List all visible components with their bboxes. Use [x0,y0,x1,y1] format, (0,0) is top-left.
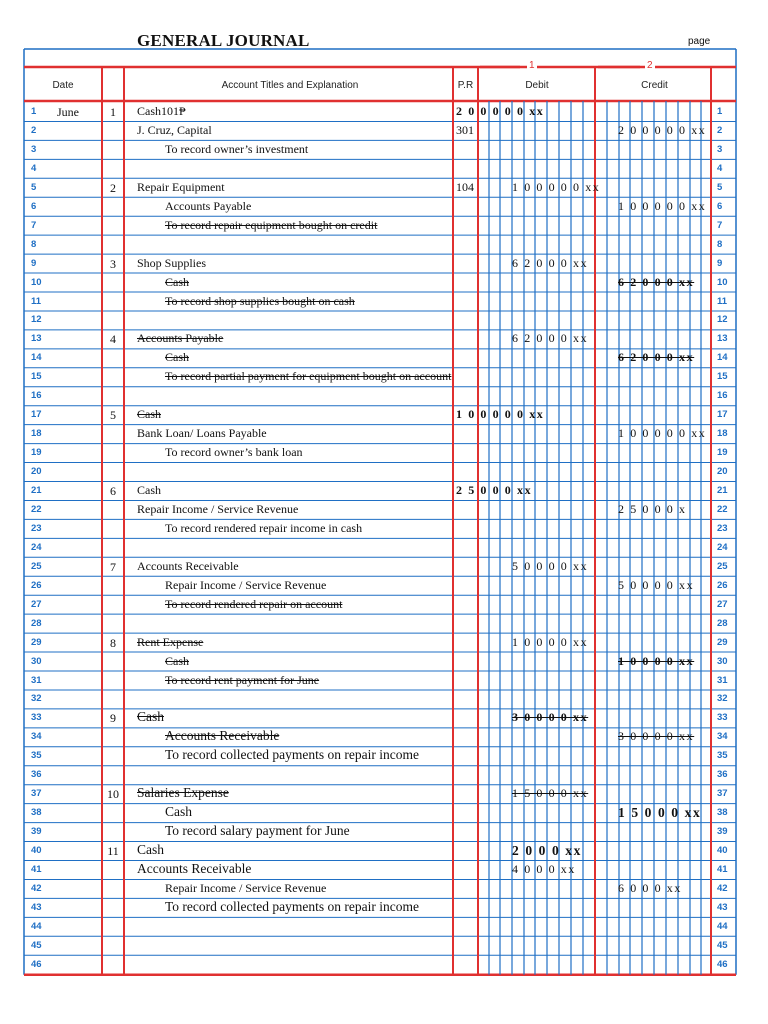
journal-row [0,330,768,348]
journal-row [0,141,768,159]
debit-amount: 3 0 0 0 0 xx [512,710,589,725]
line-number-left: 15 [31,371,42,383]
journal-row [0,311,768,329]
debit-column-number: 1 [529,60,535,71]
journal-row [0,634,768,652]
line-number-left: 40 [31,845,42,857]
line-number-left: 42 [31,882,42,894]
journal-row [0,918,768,936]
line-number-right: 1 [717,106,723,117]
line-number-left: 34 [31,731,42,743]
line-number-left: 3 [31,143,37,155]
journal-row [0,785,768,803]
account-title: Accounts Receivable [137,861,252,876]
entry-day: 10 [107,787,119,802]
explanation-text: Accounts Payable [165,198,252,213]
account-title: Repair Equipment [137,179,225,194]
line-number-right: 23 [717,522,728,534]
journal-row [0,236,768,254]
line-number-left: 32 [31,693,42,705]
line-number-left: 9 [31,257,37,269]
explanation-text: Accounts Receivable [165,728,280,744]
account-title: Rent Expense [137,634,204,649]
debit-amount: 5 0 0 0 0 xx [512,558,589,573]
line-number-left: 38 [31,807,42,819]
line-number-left: 25 [31,560,42,572]
line-number-left: 26 [31,579,42,591]
line-number-left: 21 [31,485,42,496]
journal-row [0,217,768,235]
line-number-left: 31 [31,674,42,686]
column-header-credit: Credit [641,80,668,91]
line-number-right: 27 [717,598,728,610]
column-header-date: Date [52,80,74,91]
line-number-right: 29 [717,636,728,648]
line-number-right: 25 [717,560,728,572]
credit-amount: 5 0 0 0 0 xx [618,577,695,592]
line-number-right: 10 [717,276,728,288]
line-number-right: 46 [717,958,728,970]
line-number-left: 14 [31,352,42,364]
line-number-left: 27 [31,598,42,610]
account-title: Cash [137,842,164,858]
line-number-left: 28 [31,617,42,629]
journal-row [0,577,768,595]
journal-row [0,842,768,860]
line-number-right: 43 [717,901,728,913]
journal-row [0,425,768,443]
posting-reference: 301 [456,122,474,137]
line-number-right: 37 [717,788,728,800]
page-label: page [688,36,711,47]
credit-amount: 6 0 0 0 xx [618,880,682,895]
journal-row [0,672,768,690]
journal-row [0,444,768,462]
account-title: Cash [137,407,161,422]
credit-amount: 3 0 0 0 0 xx [618,729,695,744]
line-number-left: 5 [31,181,37,193]
line-number-left: 41 [31,864,42,875]
line-number-left: 13 [31,333,42,345]
explanation-text: Cash [165,274,189,289]
journal-row [0,596,768,614]
entry-day: 1 [110,105,116,119]
explanation-text: To record rent payment for June [165,672,320,687]
debit-amount: 1 0 0 0 0 xx [512,634,589,649]
journal-row [0,463,768,481]
credit-amount: 1 0 0 0 0 0 xx [618,198,707,213]
explanation-text: Cash [165,350,189,365]
debit-amount: 6 2 0 0 0 xx [512,255,589,270]
explanation-text: Cash [165,804,192,820]
account-title: Accounts Payable [137,331,224,346]
line-number-right: 18 [717,428,728,440]
line-number-right: 44 [717,920,728,932]
account-title: J. Cruz, Capital [137,122,212,137]
journal-row [0,103,768,121]
line-number-right: 39 [717,826,728,838]
debit-amount: 2 0 0 0 xx [512,843,582,859]
entry-day: 8 [110,635,116,650]
journal-row [0,293,768,311]
journal-row [0,539,768,557]
line-number-left: 18 [31,428,42,440]
debit-amount: 1 5 0 0 0 xx [512,786,589,801]
line-number-left: 36 [31,769,42,781]
page-title: GENERAL JOURNAL [137,31,310,50]
journal-row [0,501,768,519]
line-number-right: 28 [717,617,728,629]
journal-row [0,274,768,292]
journal-row [0,899,768,917]
journal-row [0,198,768,216]
line-number-right: 22 [717,503,728,515]
line-number-right: 19 [717,447,728,459]
line-number-right: 11 [717,295,728,307]
posting-reference: 104 [456,179,474,194]
line-number-right: 3 [717,143,723,155]
line-number-right: 15 [717,371,728,383]
explanation-text: To record owner’s investment [165,141,309,156]
line-number-right: 7 [717,219,723,231]
debit-amount: 4 0 0 0 xx [512,862,576,876]
line-number-right: 26 [717,579,728,591]
line-number-left: 37 [31,788,42,800]
entry-day: 7 [110,559,116,574]
line-number-left: 30 [31,655,42,667]
journal-row [0,558,768,576]
journal-row [0,766,768,784]
journal-row [0,728,768,746]
line-number-left: 8 [31,238,37,250]
credit-amount: 6 2 0 0 0 xx [618,274,695,289]
credit-amount: 2 5 0 0 0 x [618,501,687,516]
journal-row [0,160,768,178]
column-header-account: Account Titles and Explanation [221,80,359,91]
line-number-left: 45 [31,939,42,951]
entry-day: 2 [110,180,116,195]
journal-row [0,880,768,898]
account-title: Repair Income / Service Revenue [137,501,299,516]
account-title: Bank Loan/ Loans Payable [137,426,267,441]
debit-amount: 1 0 0 0 0 0 xx [512,179,601,194]
line-number-right: 14 [717,352,728,364]
explanation-text: Cash [165,653,189,668]
journal-row [0,482,768,500]
line-number-left: 20 [31,466,42,478]
account-title: Salaries Expense [137,785,229,801]
line-number-right: 20 [717,466,728,478]
credit-amount: 1 0 0 0 0 0 xx [618,426,707,441]
journal-row [0,520,768,538]
entry-day: 4 [110,332,116,347]
line-number-left: 16 [31,390,42,402]
explanation-text: To record rendered repair on account [165,596,343,611]
journal-row [0,956,768,974]
line-number-left: 33 [31,712,42,724]
explanation-text: Repair Income / Service Revenue [165,577,327,592]
account-title: Cash [137,483,161,497]
account-title: Shop Supplies [137,255,207,270]
explanation-text: To record collected payments on repair income [165,747,419,763]
line-number-left: 22 [31,503,42,515]
column-header-debit: Debit [525,80,549,91]
line-number-right: 24 [717,541,728,553]
entry-day: 5 [110,408,116,423]
explanation-text: To record repair equipment bought on credit [165,217,378,232]
debit-amount: 6 2 0 0 0 xx [512,331,589,346]
line-number-left: 7 [31,219,37,231]
line-number-left: 29 [31,636,42,648]
line-number-left: 19 [31,447,42,459]
journal-row [0,653,768,671]
line-number-left: 46 [31,958,42,970]
line-number-right: 33 [717,712,728,724]
line-number-right: 21 [717,485,728,496]
explanation-text: To record shop supplies bought on cash [165,293,355,308]
line-number-left: 4 [31,162,37,174]
explanation-text: To record owner’s bank loan [165,445,303,460]
explanation-text: To record salary payment for June [165,823,350,839]
line-number-right: 13 [717,333,728,345]
journal-row [0,122,768,140]
line-number-right: 9 [717,257,723,269]
line-number-left: 23 [31,522,42,534]
line-number-right: 16 [717,390,728,402]
line-number-left: 10 [31,276,42,288]
line-number-left: 1 [31,106,37,117]
line-number-right: 2 [717,124,723,136]
line-number-right: 5 [717,181,723,193]
line-number-right: 35 [717,750,728,762]
line-number-left: 39 [31,826,42,838]
journal-row [0,368,768,386]
line-number-left: 43 [31,901,42,913]
journal-row [0,179,768,197]
journal-row [0,349,768,367]
credit-column-number: 2 [647,60,653,71]
entry-day: 11 [107,844,119,859]
line-number-right: 36 [717,769,728,781]
journal-row [0,747,768,765]
journal-row [0,387,768,405]
credit-amount: 1 5 0 0 0 xx [618,805,702,821]
journal-row [0,937,768,955]
journal-row [0,690,768,708]
line-number-left: 11 [31,295,42,307]
journal-row [0,406,768,424]
entry-day: 6 [110,484,116,498]
explanation-text: To record rendered repair income in cash [165,520,363,535]
account-title: Cash [137,709,164,725]
line-number-right: 32 [717,693,728,705]
line-number-right: 4 [717,162,723,174]
credit-amount: 2 0 0 0 0 0 xx [618,122,707,137]
line-number-right: 31 [717,674,728,686]
explanation-text: To record partial payment for equipment bought on account [165,369,452,384]
line-number-left: 17 [31,409,42,421]
account-title: Cash101₱ [137,104,186,118]
line-number-right: 34 [717,731,728,743]
debit-amount: 2 5 0 0 0 xx [456,483,533,497]
credit-amount: 6 2 0 0 0 xx [618,350,695,365]
journal-row [0,804,768,822]
account-title: Accounts Receivable [137,558,239,573]
line-number-right: 40 [717,845,728,857]
entry-day: 9 [110,711,116,726]
journal-row [0,861,768,879]
line-number-right: 17 [717,409,728,421]
journal-row [0,255,768,273]
column-header-pr: P.R [457,80,474,91]
entry-day: 3 [110,256,116,271]
line-number-right: 30 [717,655,728,667]
line-number-left: 6 [31,200,37,212]
explanation-text: To record collected payments on repair income [165,898,419,914]
line-number-right: 42 [717,882,728,894]
journal-row [0,823,768,841]
debit-amount: 1 0 0 0 0 0 xx [456,407,545,422]
line-number-left: 2 [31,124,37,136]
line-number-left: 24 [31,541,42,553]
credit-amount: 1 0 0 0 0 xx [618,653,695,668]
line-number-right: 8 [717,238,723,250]
line-number-right: 6 [717,200,723,212]
line-number-left: 35 [31,750,42,762]
line-number-right: 38 [717,807,728,819]
line-number-left: 12 [31,314,42,326]
journal-row [0,615,768,633]
debit-amount: 2 0 0 0 0 0 xx [456,104,545,118]
line-number-left: 44 [31,920,42,932]
entry-month: June [57,105,79,119]
line-number-right: 12 [717,314,728,326]
journal-row [0,709,768,727]
line-number-right: 41 [717,864,728,875]
line-number-right: 45 [717,939,728,951]
explanation-text: Repair Income / Service Revenue [165,880,327,895]
